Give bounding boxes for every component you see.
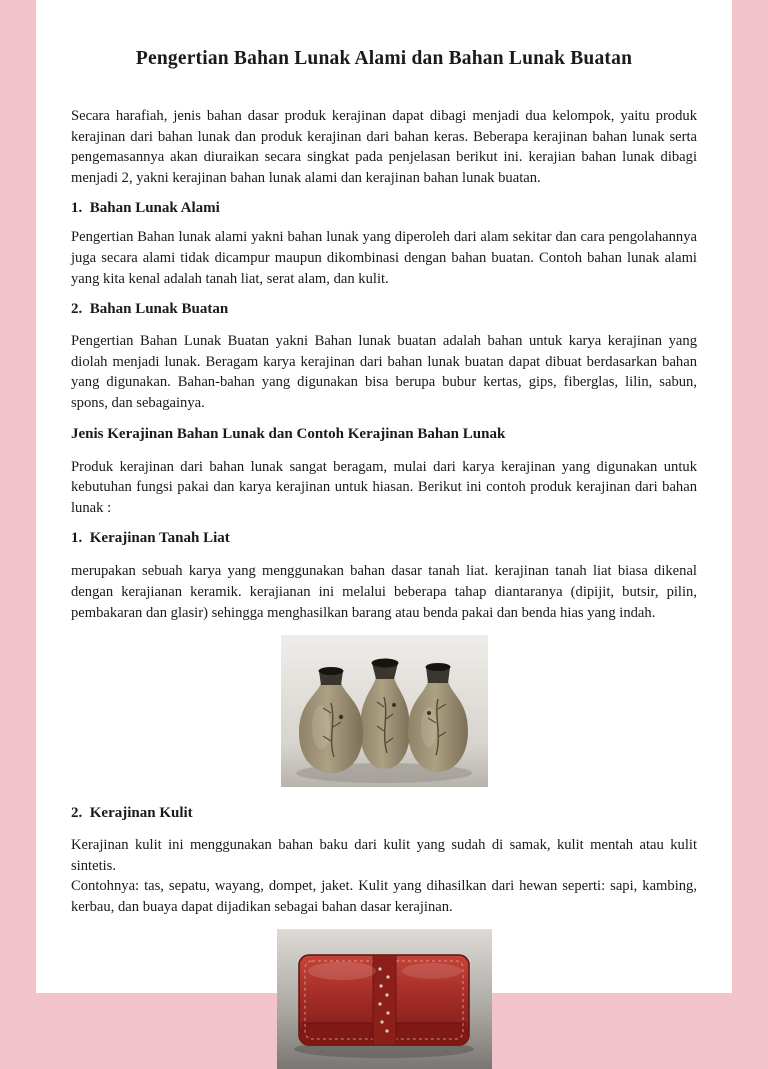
heading-bahan-lunak-alami: 1. Bahan Lunak Alami bbox=[71, 200, 220, 217]
document-title: Pengertian Bahan Lunak Alami dan Bahan Lunak Buatan bbox=[135, 48, 633, 69]
document-sheet bbox=[36, 0, 732, 993]
heading-kerajinan-tanah-liat: 1. Kerajinan Tanah Liat bbox=[71, 530, 230, 547]
paragraph-kerajinan-kulit-2: Contohnya: tas, sepatu, wayang, dompet, jaket. Kulit yang dihasilkan dari hewan seperti: sapi, kambing, kerbau, dan buaya dapat dijadikan sebagai bahan dasar kerajinan. bbox=[71, 878, 697, 915]
heading-bahan-lunak-buatan: 2. Bahan Lunak Buatan bbox=[71, 301, 229, 318]
clay-vases-image bbox=[281, 635, 488, 787]
paragraph-kerajinan-kulit-1: Kerajinan kulit ini menggunakan bahan baku dari kulit yang sudah di samak, kulit mentah atau kulit sintetis. bbox=[71, 837, 697, 874]
paragraph-bahan-lunak-buatan: Pengertian Bahan Lunak Buatan yakni Bahan lunak buatan adalah bahan untuk karya kerajinan yang diolah menjadi lunak. Beragam karya kerajinan dari bahan lunak buatan dapat dibuat berdasarkan bahan yang digunakan. Bahan-bahan yang digunakan bisa berupa bubur kertas, gips, fiberglas, lilin, sabun, spons, dan sebagainya. bbox=[71, 333, 697, 411]
leather-wallet-image bbox=[277, 929, 492, 1069]
red-wallet bbox=[299, 955, 469, 1045]
paragraph-bahan-lunak-alami: Pengertian Bahan lunak alami yakni bahan lunak yang diperoleh dari alam sekitar dan cara pengolahannya juga secara alami tidak dicampur maupun dikombinasi dengan bahan buatan. Contoh bahan lunak alami yang kita kenal adalah tanah liat, serat alam, dan kulit. bbox=[71, 229, 697, 287]
heading-kerajinan-kulit: 2. Kerajinan Kulit bbox=[71, 805, 193, 822]
paragraph-jenis-kerajinan: Produk kerajinan dari bahan lunak sangat beragam, mulai dari karya kerajinan yang digunakan untuk kebutuhan fungsi pakai dan karya kerajinan untuk hiasan. Berikut ini contoh produk kerajinan dari bahan lunak : bbox=[71, 458, 697, 516]
figure-clay-vases bbox=[281, 635, 488, 787]
intro-paragraph: Secara harafiah, jenis bahan dasar produk kerajinan dapat dibagi menjadi dua kelompok, yaitu produk kerajinan dari bahan lunak dan produk kerajinan dari bahan keras. Beberapa kerajinan bahan lunak serta pengemasannya akan diuraikan secara singkat pada penjelasan berikut ini. kerajian bahan lunak dibagi menjadi 2, yakni kerajinan bahan lunak alami dan kerajinan bahan lunak buatan. bbox=[71, 108, 697, 186]
figure-leather-wallet bbox=[277, 929, 492, 1069]
paragraph-kerajinan-tanah-liat: merupakan sebuah karya yang menggunakan bahan dasar tanah liat. kerajinan tanah liat biasa dikenal dengan kerajianan keramik. kerajianan ini melalui beberapa tahap diantaranya (dipijit, butsir, pilin, pembakaran dan glasir) sehingga menghasilkan barang atau benda pakai dan benda hias yang indah. bbox=[71, 563, 697, 621]
heading-jenis-kerajinan: Jenis Kerajinan Bahan Lunak dan Contoh Kerajinan Bahan Lunak bbox=[71, 425, 506, 442]
